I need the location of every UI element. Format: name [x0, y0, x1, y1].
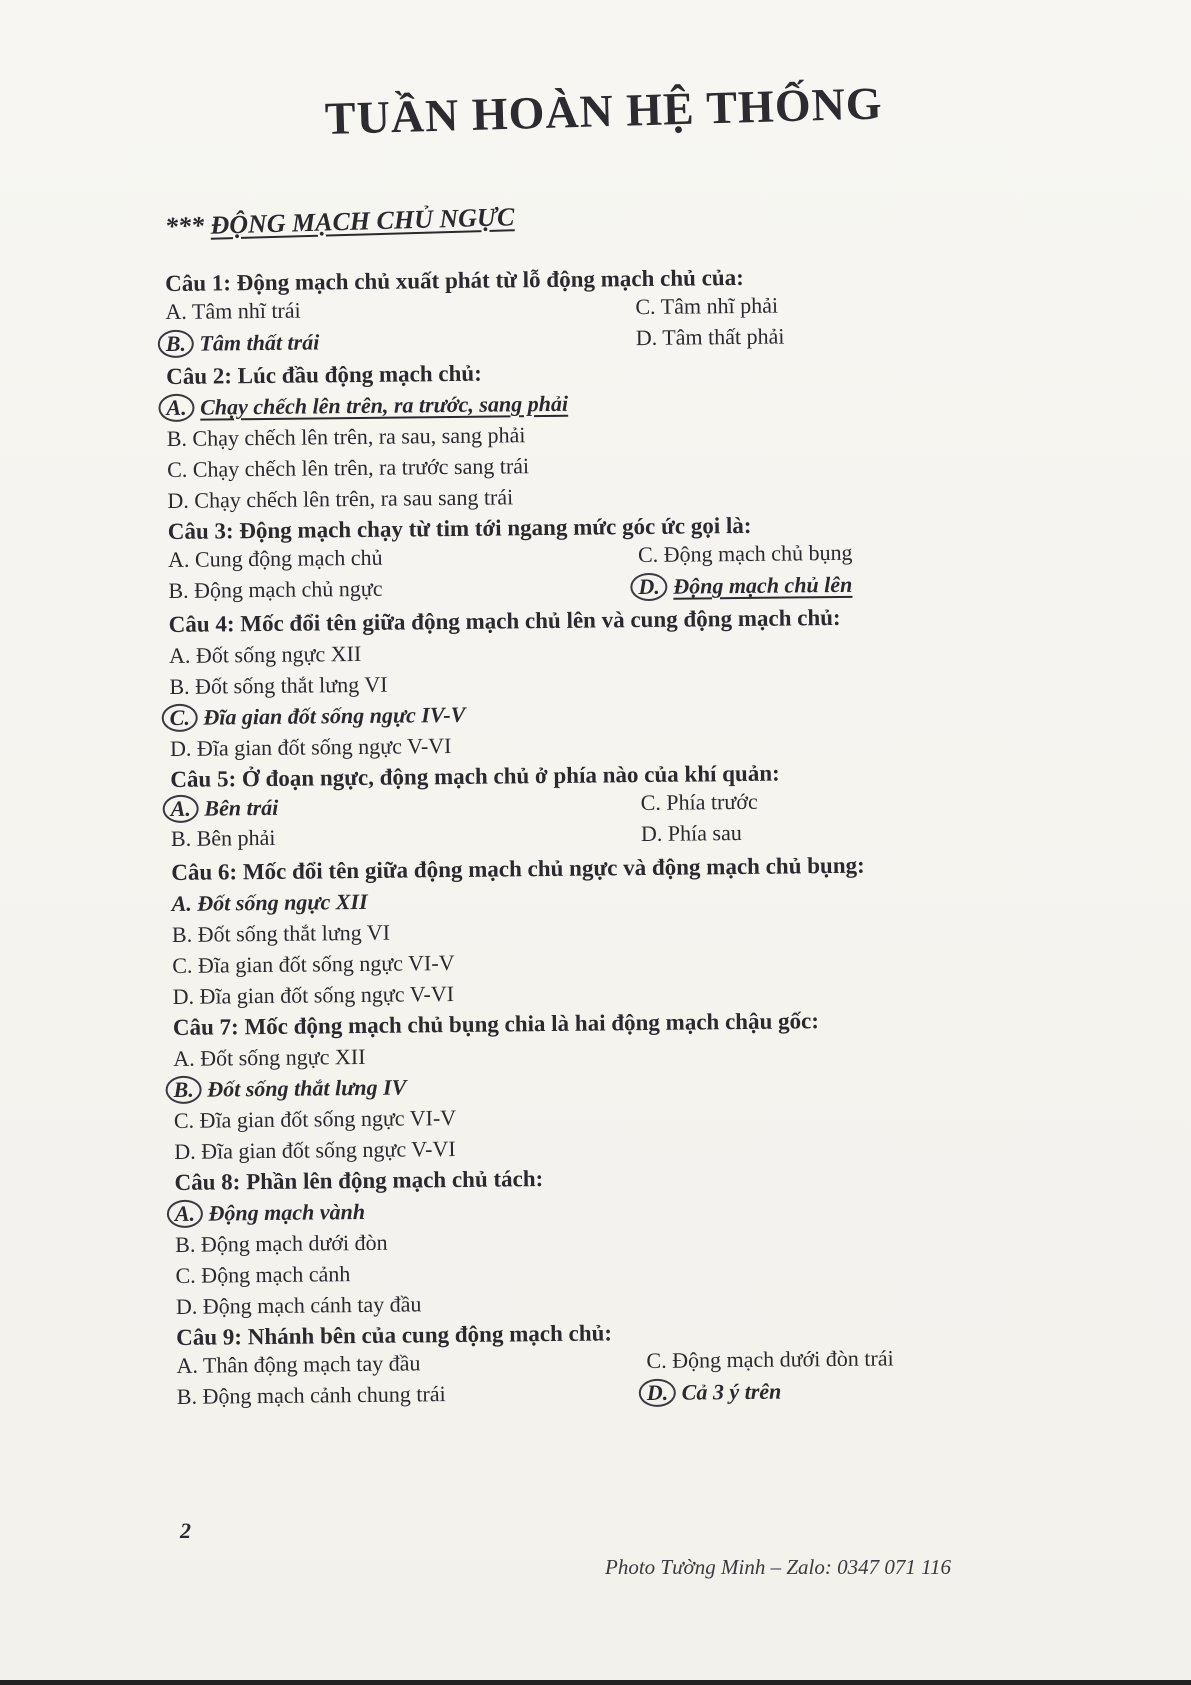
option-d: D. Đĩa gian đốt sống ngực V-VI	[172, 981, 455, 1009]
answer-circle-mark: D.	[639, 1379, 677, 1407]
answer-circle-mark: A.	[163, 795, 199, 823]
question-text: Câu 4: Mốc đổi tên giữa động mạch chủ lên và cung động mạch chủ:	[168, 604, 841, 637]
option-c: C. Phía trước	[640, 788, 758, 816]
answer-circle-mark: B.	[165, 1076, 201, 1104]
option-a-answer: A. Bên trái	[171, 794, 279, 823]
option-a: A. Đốt sống ngực XII	[173, 1043, 366, 1071]
question-8	[174, 1158, 1046, 1322]
question-text: Câu 9: Nhánh bên của cung động mạch chủ:	[176, 1320, 613, 1350]
option-d: D. Đĩa gian đốt sống ngực V-VI	[169, 733, 452, 761]
option-a-answer: A. Chạy chếch lên trên, ra trước, sang phải	[166, 383, 1036, 423]
option-a: A. Thân động mạch tay đầu	[176, 1350, 421, 1378]
option-c: C. Tâm nhĩ phải	[635, 292, 779, 320]
option-c-answer: C. Đĩa gian đốt sống ngực IV-V	[170, 693, 1040, 733]
question-text: Câu 1: Động mạch chủ xuất phát từ lỗ động mạch chủ của:	[165, 264, 744, 296]
option-c: C. Động mạch cảnh	[175, 1261, 351, 1288]
option-c: C. Động mạch chủ bụng	[637, 539, 853, 568]
section-heading	[165, 202, 515, 242]
answer-circle-mark: D.	[630, 573, 668, 601]
answer-circle-mark: A.	[167, 1200, 203, 1228]
option-c: C. Động mạch dưới đòn trái	[646, 1345, 894, 1374]
question-text: Câu 6: Mốc đổi tên giữa động mạch chủ ngực và động mạch chủ bụng:	[171, 852, 865, 885]
option-c: C. Đĩa gian đốt sống ngực VI-V	[173, 1104, 457, 1133]
question-3	[168, 507, 1039, 609]
answer-circle-mark: A.	[158, 394, 194, 422]
option-b-answer: B. Đốt sống thắt lưng IV	[173, 1065, 1043, 1105]
option-d: D. Phía sau	[640, 819, 742, 847]
footer-contact: Photo Tường Minh – Zalo: 0347 071 116	[605, 1555, 952, 1579]
question-9	[176, 1313, 1047, 1415]
question-text: Câu 7: Mốc động mạch chủ bụng chia là hai động mạch chậu gốc:	[172, 1008, 820, 1040]
option-d: D. Chạy chếch lên trên, ra sau sang trái	[167, 484, 514, 513]
question-7	[173, 1003, 1045, 1167]
answer-circle-mark: B.	[158, 330, 194, 358]
question-5	[170, 755, 1041, 857]
option-b: B. Động mạch chủ ngực	[168, 575, 383, 603]
question-2	[166, 352, 1038, 516]
question-list	[165, 259, 1047, 1415]
answer-circle-mark: C.	[162, 704, 198, 732]
option-b: B. Động mạch dưới đòn	[175, 1229, 388, 1257]
option-b: B. Đốt sống thắt lưng VI	[169, 671, 388, 699]
question-text: Câu 8: Phần lên động mạch chủ tách:	[174, 1166, 544, 1195]
page-title: TUẦN HOÀN HỆ THỐNG	[324, 77, 884, 144]
option-d: D. Đĩa gian đốt sống ngực V-VI	[174, 1136, 456, 1164]
section-stars: ***	[164, 210, 205, 241]
option-c: C. Đĩa gian đốt sống ngực VI-V	[172, 950, 455, 978]
option-d: D. Tâm thất phải	[635, 323, 785, 351]
option-d: D. Động mạch cánh tay đầu	[175, 1291, 422, 1319]
question-1	[165, 259, 1036, 361]
question-4	[169, 600, 1041, 764]
question-text: Câu 3: Động mạch chạy từ tim tới ngang mức góc ức gọi là:	[167, 512, 752, 544]
option-d-answer: D. Cả 3 ý trên	[647, 1378, 782, 1407]
question-text: Câu 5: Ở đoạn ngực, động mạch chủ ở phía nào của khí quản:	[170, 760, 780, 792]
question-text: Câu 2: Lúc đầu động mạch chủ:	[166, 360, 482, 389]
option-a: A. Tâm nhĩ trái	[165, 297, 301, 324]
option-c: C. Chạy chếch lên trên, ra trước sang trái	[166, 453, 530, 482]
option-b-answer: B. Tâm thất trái	[166, 328, 320, 358]
option-b: B. Chạy chếch lên trên, ra sau, sang phải	[166, 422, 526, 451]
option-b: B. Đốt sống thắt lưng VI	[171, 919, 391, 947]
section-title: ĐỘNG MẠCH CHỦ NGỰC	[210, 202, 515, 240]
question-6	[171, 848, 1043, 1012]
option-a-answer: A. Động mạch vành	[175, 1189, 1045, 1229]
option-b: B. Động mạch cảnh chung trái	[176, 1381, 446, 1409]
scan-edge-divider	[0, 1680, 1191, 1685]
option-a-answer: A. Đốt sống ngực XII	[171, 888, 368, 916]
option-b: B. Bên phải	[170, 824, 276, 851]
option-d-answer: D. Động mạch chủ lên	[638, 571, 852, 601]
option-a: A. Cung động mạch chủ	[167, 544, 383, 572]
page-number: 2	[180, 1518, 191, 1543]
option-a: A. Đốt sống ngực XII	[168, 640, 362, 668]
